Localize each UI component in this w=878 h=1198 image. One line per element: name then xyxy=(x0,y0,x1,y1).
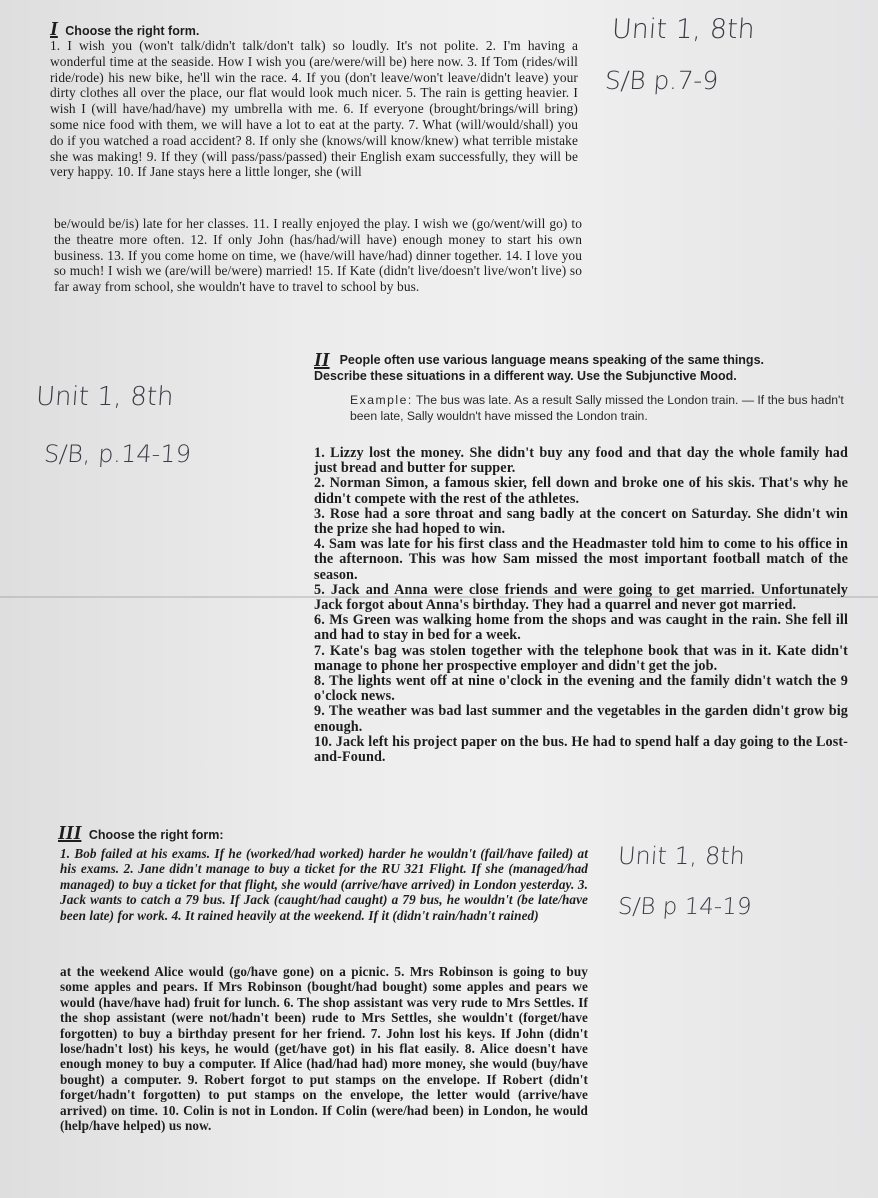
section1-paragraph-2: be/would be/is) late for her classes. 11. I really enjoyed the play. I wish we (go/went/will go) to the theatre more often. 12. If only John (has/had/will have) enough money to start his own business. 13. If you come home on time, we (have/will have/had) dinner together. 14. I love you so much! I wish we (are/will be/were) married! 15. If Kate (didn't live/doesn't live/won't live) so far away from school, she wouldn't have to travel to school by bus. xyxy=(54,216,582,295)
handwritten-note-3-line1: Unit 1, 8th xyxy=(617,842,746,870)
example-label: Example: xyxy=(350,393,413,407)
section3-text-part1 xyxy=(60,846,588,923)
section1-text-part1 xyxy=(50,38,578,180)
list-item: 1. Lizzy lost the money. She didn't buy any food and that day the whole family had just bread and butter for supper. xyxy=(314,445,848,477)
section3-heading xyxy=(58,822,224,845)
section1-roman: I xyxy=(50,18,58,40)
section3-roman: III xyxy=(58,822,82,844)
list-item: 5. Jack and Anna were close friends and were going to get married. Unfortunately Jack forgot about Anna's birthday. They had a quarrel and never got married. xyxy=(314,581,848,614)
section2-roman: II xyxy=(314,349,330,371)
list-item: 8. The lights went off at nine o'clock in the evening and the family didn't watch the 9 o'clock news. xyxy=(314,673,848,705)
section3-text-part2 xyxy=(60,964,588,1133)
handwritten-note-1-line2: S/B p.7-9 xyxy=(603,66,720,95)
section2-heading xyxy=(314,349,854,384)
handwritten-note-3-line2: S/B p 14-19 xyxy=(617,894,753,920)
list-item: 4. Sam was late for his first class and the Headmaster told him to come to his office in the afternoon. This was how Sam missed the most important football match of the season. xyxy=(314,536,848,583)
handwritten-note-2-line1: Unit 1, 8th xyxy=(34,382,175,412)
handwritten-note-1-line1: Unit 1, 8th xyxy=(610,14,756,45)
handwritten-note-2-line2: S/B, p.14-19 xyxy=(43,440,192,468)
list-item: 3. Rose had a sore throat and sang badly at the concert on Saturday. She didn't win the prize she had hoped to win. xyxy=(314,505,848,538)
section2-items xyxy=(314,446,848,765)
section1-text-part2 xyxy=(54,216,582,295)
section3-paragraph-2: at the weekend Alice would (go/have gone) on a picnic. 5. Mrs Robinson is going to buy some apples and pears. If Mrs Robinson (bought/had bought) some apples and pears we would (have/have had) fruit for lunch. 6. The shop assistant was very rude to Mrs Settles. If the shop assistant (were not/hadn't been) rude to Mrs Settles, she wouldn't (forget/have forgotten) to buy a birthday present for her friend. 7. John lost his keys. If John (didn't lose/hadn't lost) his keys, he would (get/have got) in his flat easily. 8. Alice doesn't have enough money to buy a computer. If Alice (had/had had) more money, she would (buy/have bought) a computer. 9. Robert forgot to put stamps on the envelope. If Robert (didn't forget/hadn't forgotten) to put stamps on the envelope, the letter would (arrive/have arrived) on time. 10. Colin is not in London. If Colin (were/had been) in London, he would (help/have helped) us now. xyxy=(60,964,588,1134)
example-text: The bus was late. As a result Sally missed the London train. — If the bus hadn't been late, Sally wouldn't have missed the London train. xyxy=(350,393,844,423)
section2-title-line1: People often use various language means speaking of the same things. xyxy=(339,353,764,367)
list-item: 2. Norman Simon, a famous skier, fell down and broke one of his skis. That's why he didn't compete with the rest of the athletes. xyxy=(314,475,848,507)
section1-title: Choose the right form. xyxy=(65,24,200,38)
list-item: 10. Jack left his project paper on the bus. He had to spend half a day going to the Lost-and-Found. xyxy=(314,733,848,766)
list-item: 7. Kate's bag was stolen together with the telephone book that was in it. Kate didn't manage to phone her prospective employer and didn't get the job. xyxy=(314,642,848,674)
section1-paragraph-1: 1. I wish you (won't talk/didn't talk/don't talk) so loudly. It's not polite. 2. I'm having a wonderful time at the seaside. How I wish you (are/were/will be) here now. 3. If Tom (rides/will ride/rode) his new bike, he'll win the race. 4. If you (don't leave/won't leave/didn't leave) your dirty clothes all over the place, our flat would look much nicer. 5. The rain is getting heavier. I wish I (will have/had/have) my umbrella with me. 6. If everyone (brought/brings/will bring) some nice food with them, we will have a lot to eat at the party. 7. What (will/would/shall) you do if you watched a road accident? 8. If only she (knows/will know/knew) what terrible mistake she was making! 9. If they (will pass/pass/passed) their English exam successfully, they will be very happy. 10. If Jane stays here a little longer, she (will xyxy=(50,38,578,180)
list-item: 6. Ms Green was walking home from the shops and was caught in the rain. She fell ill and had to stay in bed for a week. xyxy=(314,612,848,644)
list-item: 9. The weather was bad last summer and the vegetables in the garden didn't grow big enough. xyxy=(314,703,848,735)
section3-paragraph-1: 1. Bob failed at his exams. If he (worked/had worked) harder he wouldn't (fail/have failed) at his exams. 2. Jane didn't manage to buy a ticket for the RU 321 Flight. If she (managed/had managed) to buy a ticket for that flight, she would (arrive/have arrived) in London yesterday. 3. Jack wants to catch a 79 bus. If Jack (caught/had caught) a 79 bus, he wouldn't (be late/have been late) for work. 4. It rained heavily at the weekend. If it (didn't rain/hadn't rained) xyxy=(60,846,588,923)
section2-example xyxy=(350,392,850,424)
section2-title-line2: Describe these situations in a different way. Use the Subjunctive Mood. xyxy=(314,369,737,383)
section3-title: Choose the right form: xyxy=(88,828,224,842)
